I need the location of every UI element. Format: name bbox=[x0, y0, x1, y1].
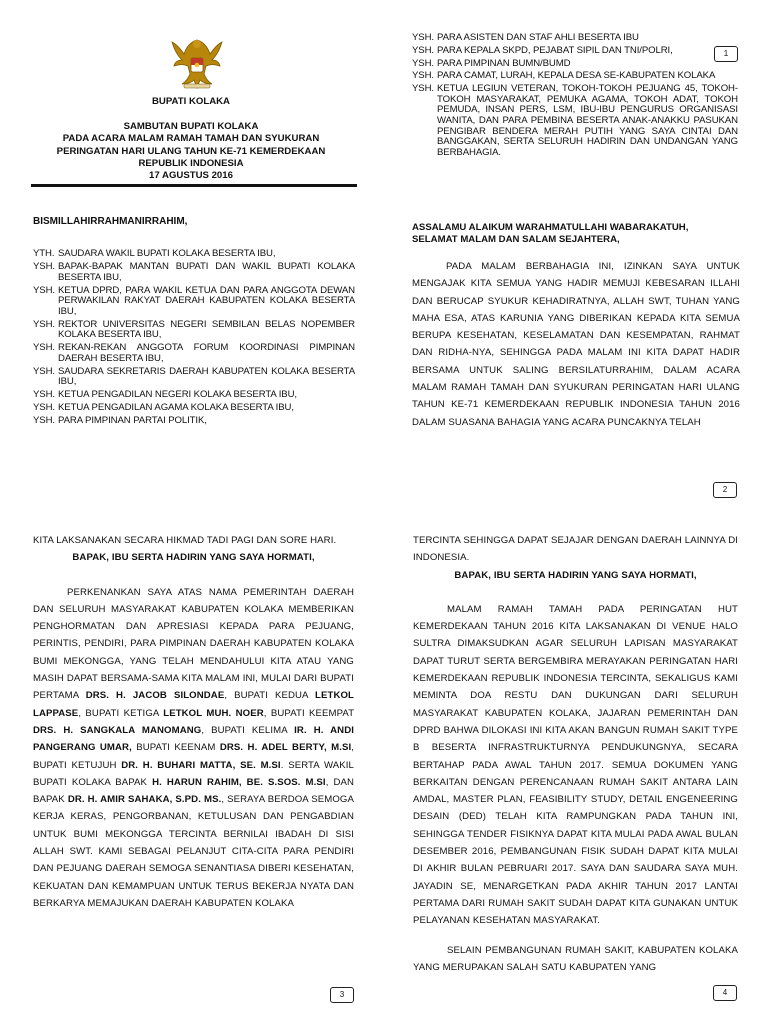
opening-basmalah: BISMILLAHIRRAHMANIRRAHIM, bbox=[33, 216, 188, 227]
section-heading: BAPAK, IBU SERTA HADIRIN YANG SAYA HORMATI, bbox=[454, 569, 697, 581]
name-bold: DRS. H. ADEL BERTY, M.SI bbox=[219, 742, 352, 754]
name-bold: LETKOL LAPPASE bbox=[33, 690, 355, 719]
salutation-item bbox=[33, 262, 355, 283]
salutation-text: REKTOR UNIVERSITAS NEGERI SEMBILAN BELAS NOPEMBER KOLAKA BESERTA IBU, bbox=[58, 318, 355, 341]
header-title: BUPATI KOLAKA bbox=[152, 96, 230, 107]
name-bold: DR. H. BUHARI MATTA, SE. M.SI bbox=[121, 759, 281, 771]
salutation-key: YSH. bbox=[412, 83, 434, 95]
salutation-item bbox=[33, 249, 355, 260]
section-heading: BAPAK, IBU SERTA HADIRIN YANG SAYA HORMATI, bbox=[72, 552, 315, 564]
name-bold: DRS. H. SANGKALA MANOMANG bbox=[33, 724, 202, 736]
salutation-text: BAPAK-BAPAK MANTAN BUPATI DAN WAKIL BUPATI KOLAKA BESERTA IBU, bbox=[58, 260, 355, 283]
page-number: 4 bbox=[713, 985, 737, 1001]
garuda-emblem-icon bbox=[170, 34, 224, 90]
subtitle-line: SAMBUTAN BUPATI KOLAKA bbox=[123, 121, 259, 132]
salutation-text: PARA KEPALA SKPD, PEJABAT SIPIL DAN TNI/POLRI, bbox=[437, 44, 673, 56]
name-bold: LETKOL MUH. NOER bbox=[163, 707, 264, 719]
hospital-paragraph: MALAM RAMAH TAMAH PADA PERINGATAN HUT KEMERDEKAAN TAHUN 2016 KITA LAKSANAKAN DI VENUE HALO SULTRA DIMAKSUDKAN AGAR SELURUH LAPISAN MASYARAKAT DAPAT TURUT SERTA BERGEMBIRA MERAYAKAN PERINGATAN HARI KEMERDEKAAN REPUBLIK INDONESIA TERCINTA, SEKALIGUS KAMI MEMINTA DOA RESTU DAN DUKUNGAN DARI SELURUH MASYARAKAT KABUPATEN KOLAKA, JAJARAN PEMERINTAH DAN DPRD BAHWA DILOKASI INI KITA AKAN BANGUN RUMAH SAKIT TYPE B BESERTA INFRASTRUKTURNYA PENDUKUNGNYA, SECARA BERTAHAP PADA AWAL TAHUN 2017. SEMUA DOKUMEN YANG BERKAITAN DENGAN PERENCANAAN RUMAH SAKIT ANTARA LAIN AMDAL, MASTER PLAN, FEASIBILITY STUDY, DETAIL ENGENEERING DESAIN (DED) TELAH KITA RAMPUNGKAN PADA TAHUN INI, SEHINGGA TENDER FISIKNYA DAPAT KITA MULAI PADA AWAL BULAN DESEMBER 2016, PEMBANGUNAN FISIK SUDAH DAPAT KITA MULAI DI AKHIR BULAN PEBRUARI 2017. SAYA DAN SAUDARA SAYA MUH. JAYADIN SE, MENARGETKAN PADA AKHIR TAHUN 2017 LANTAI PERTAMA DARI RUMAH SAKIT SUDAH DAPAT KITA GUNAKAN UNTUK PELAYANAN KESEHATAN MASYARAKAT. bbox=[413, 603, 738, 927]
salutation-item bbox=[412, 59, 738, 70]
page-number: 2 bbox=[713, 482, 737, 498]
text-span: , SERAYA BERDOA SEMOGA KERJA KERAS, PENGORBANAN, KETULUSAN DAN PENGABDIAN UNTUK BUMI MEKONGGA TERCINTA BERNILAI IBADAH DI SISI ALLAH SWT. KAMI SEBAGAI PELANJUT CITA-CITA PARA PENDIRI DAN PEJUANG DAERAH SEMOGA SENANTIASA DIBERI KESEHATAN, KEKUATAN DAN KEMAMPUAN UNTUK TERUS BEKERJA NYATA DAN BERKARYA MEMAJUKAN DAERAH KABUPATEN KOLAKA bbox=[33, 794, 354, 909]
header-divider bbox=[31, 184, 357, 187]
name-bold: H. HARUN RAHIM, BE. S.SOS. M.SI bbox=[152, 776, 326, 788]
text-span: , BUPATI KEEMPAT bbox=[263, 707, 355, 719]
paragraph-continued: KITA LAKSANAKAN SECARA HIKMAD TADI PAGI DAN SORE HARI. bbox=[33, 535, 337, 546]
salutation-key: YSH. bbox=[33, 365, 55, 377]
greeting bbox=[412, 222, 742, 245]
salutation-item bbox=[33, 286, 355, 318]
document-page-3 bbox=[0, 512, 384, 1024]
document-page-1 bbox=[0, 0, 384, 512]
salutation-item bbox=[412, 33, 738, 44]
salutation-text: REKAN-REKAN ANGGOTA FORUM KOORDINASI PIMPINAN DAERAH BESERTA IBU, bbox=[58, 342, 355, 364]
text-span: , BUPATI KETUJUH bbox=[33, 742, 354, 771]
tribute-paragraph bbox=[33, 584, 354, 913]
text-span: , DAN BAPAK bbox=[33, 776, 355, 806]
paragraph-continued: TERCINTA SEHINGGA DAPAT SEJAJAR DENGAN DAERAH LAINNYA DI INDONESIA. bbox=[413, 535, 738, 564]
salutation-item bbox=[412, 84, 738, 158]
salutation-text: PARA CAMAT, LURAH, KEPALA DESA SE-KABUPATEN KOLAKA bbox=[437, 70, 716, 82]
salutation-key: YSH. bbox=[33, 342, 55, 354]
name-bold: DR. H. AMIR SAHAKA, S.PD. MS. bbox=[67, 794, 222, 806]
name-bold: DRS. H. JACOB SILONDAE bbox=[85, 690, 225, 702]
name-bold: IR. H. ANDI PANGERANG UMAR, bbox=[33, 724, 355, 754]
opening-paragraph bbox=[412, 258, 740, 431]
salutation-text: KETUA PENGADILAN NEGERI KOLAKA BESERTA IBU, bbox=[58, 389, 297, 401]
subtitle-line: REPUBLIK INDONESIA bbox=[138, 157, 244, 169]
speech-subtitle bbox=[20, 121, 362, 182]
salutation-key: YSH. bbox=[33, 389, 55, 401]
salutation-key: YSH. bbox=[33, 402, 55, 414]
salutation-key: YTH. bbox=[33, 248, 55, 259]
salutation-key: YSH. bbox=[33, 318, 55, 330]
salutation-list-continued bbox=[412, 33, 738, 160]
salutation-key: YSH. bbox=[33, 260, 55, 272]
salutation-key: YSH. bbox=[33, 415, 55, 427]
salutation-text: KETUA LEGIUN VETERAN, TOKOH-TOKOH PEJUANG 45, TOKOH-TOKOH MASYARAKAT, PEMUKA AGAMA, TOKOH ADAT, TOKOH PEMUDA, INSAN PERS, LSM, IBU-IBU PENGURUS ORGANISASI WANITA, DAN PARA PEMBINA BESERTA ANAK-ANAKKU PASUKAN PENGIBAR BENDERA MERAH PUTIH YANG SAYA CINTAI DAN BANGGAKAN, SERTA SELURUH HADIRIN DAN UNDANGAN YANG BERBAHAGIA. bbox=[437, 83, 738, 158]
page3-body bbox=[33, 532, 354, 912]
salutation-text: PARA ASISTEN DAN STAF AHLI BESERTA IBU bbox=[437, 32, 639, 43]
salutation-item bbox=[33, 416, 355, 427]
salutation-key: YSH. bbox=[412, 70, 434, 82]
salutation-key: YSH. bbox=[412, 44, 434, 56]
salutation-key: YSH. bbox=[33, 284, 55, 296]
text-span: , BUPATI KEDUA bbox=[224, 690, 308, 702]
page-number: 3 bbox=[330, 987, 354, 1003]
salutation-item bbox=[33, 403, 355, 414]
development-paragraph: SELAIN PEMBANGUNAN RUMAH SAKIT, KABUPATEN KOLAKA YANG MERUPAKAN SALAH SATU KABUPATEN YANG bbox=[413, 944, 738, 973]
subtitle-line: 17 AGUSTUS 2016 bbox=[149, 170, 233, 182]
salutation-key: YSH. bbox=[412, 32, 434, 43]
salutation-item bbox=[33, 367, 355, 388]
salutation-text: SAUDARA SEKRETARIS DAERAH KABUPATEN KOLAKA BESERTA IBU, bbox=[58, 365, 355, 388]
salutation-list bbox=[33, 249, 355, 429]
subtitle-line: PERINGATAN HARI ULANG TAHUN KE-71 KEMERDEKAAN bbox=[56, 145, 326, 157]
salutation-key: YSH. bbox=[412, 57, 434, 69]
text-span: , BUPATI KELIMA bbox=[201, 724, 288, 736]
salutation-text: SAUDARA WAKIL BUPATI KOLAKA BESERTA IBU, bbox=[58, 248, 276, 259]
document-page-2 bbox=[384, 0, 768, 512]
subtitle-line: PADA ACARA MALAM RAMAH TAMAH DAN SYUKURAN bbox=[62, 133, 320, 145]
salutation-item bbox=[33, 390, 355, 401]
salutation-item bbox=[412, 46, 738, 57]
document-page-4 bbox=[384, 512, 768, 1024]
salutation-text: PARA PIMPINAN BUMN/BUMD bbox=[437, 57, 571, 69]
salutation-item bbox=[33, 343, 355, 364]
salutation-text: PARA PIMPINAN PARTAI POLITIK, bbox=[58, 415, 207, 427]
salutation-item bbox=[412, 71, 738, 82]
text-span: , BUPATI KETIGA bbox=[78, 707, 159, 719]
greeting-line: ASSALAMU ALAIKUM WARAHMATULLAHI WABARAKATUH, bbox=[412, 222, 689, 233]
page4-body bbox=[413, 532, 738, 976]
salutation-item bbox=[33, 320, 355, 341]
text-span: PERKENANKAN SAYA ATAS NAMA PEMERINTAH DAERAH DAN SELURUH MASYARAKAT KABUPATEN KOLAKA MEMBERIKAN PENGHORMATAN DAN APRESIASI KEPADA PARA PEJUANG, PERINTIS, PENDIRI, PARA PIMPINAN DAERAH KABUPATEN KOLAKA BUMI MEKONGGA, YANG TELAH MENDAHULUI KITA ATAU YANG MASIH DAPAT BERSAMA-SAMA KITA MALAM INI, MULAI DARI BUPATI PERTAMA bbox=[33, 586, 354, 702]
text-span: BUPATI KEENAM bbox=[136, 742, 216, 754]
text-span: . SERTA WAKIL BUPATI KOLAKA BAPAK bbox=[33, 759, 354, 788]
salutation-text: KETUA DPRD, PARA WAKIL KETUA DAN PARA ANGGOTA DEWAN PERWAKILAN RAKYAT DAERAH KABUPATEN KOLAKA BESERTA IBU, bbox=[58, 284, 355, 317]
corner-page-marker: 1 bbox=[714, 46, 738, 62]
greeting-line: SELAMAT MALAM DAN SALAM SEJAHTERA, bbox=[412, 233, 620, 245]
paragraph-text: PADA MALAM BERBAHAGIA INI, IZINKAN SAYA UNTUK MENGAJAK KITA SEMUA YANG HADIR MEMUJI KEBESARAN ILLAHI DAN BERUCAP SYUKUR KEHADIRATNYA, ALLAH SWT, TUHAN YANG MAHA ESA, ATAS KARUNIA YANG DIBERIKAN KEPADA KITA SEMUA BERUPA KESEHATAN, KESELAMATAN DAN KESEMPATAN, RAHMAT DAN RIDHA-NYA, SEHINGGA PADA MALAM INI KITA DAPAT HADIR BERSAMA UNTUK SALING BERSILATURRAHIM, DALAM ACARA MALAM RAMAH TAMAH DAN SYUKURAN PERINGATAN HARI ULANG TAHUN KE-71 KEMERDEKAAN REPUBLIK INDONESIA TAHUN 2016 DALAM SUASANA BAHAGIA YANG ACARA PUNCAKNYA TELAH bbox=[412, 261, 740, 428]
salutation-text: KETUA PENGADILAN AGAMA KOLAKA BESERTA IBU, bbox=[58, 402, 294, 414]
